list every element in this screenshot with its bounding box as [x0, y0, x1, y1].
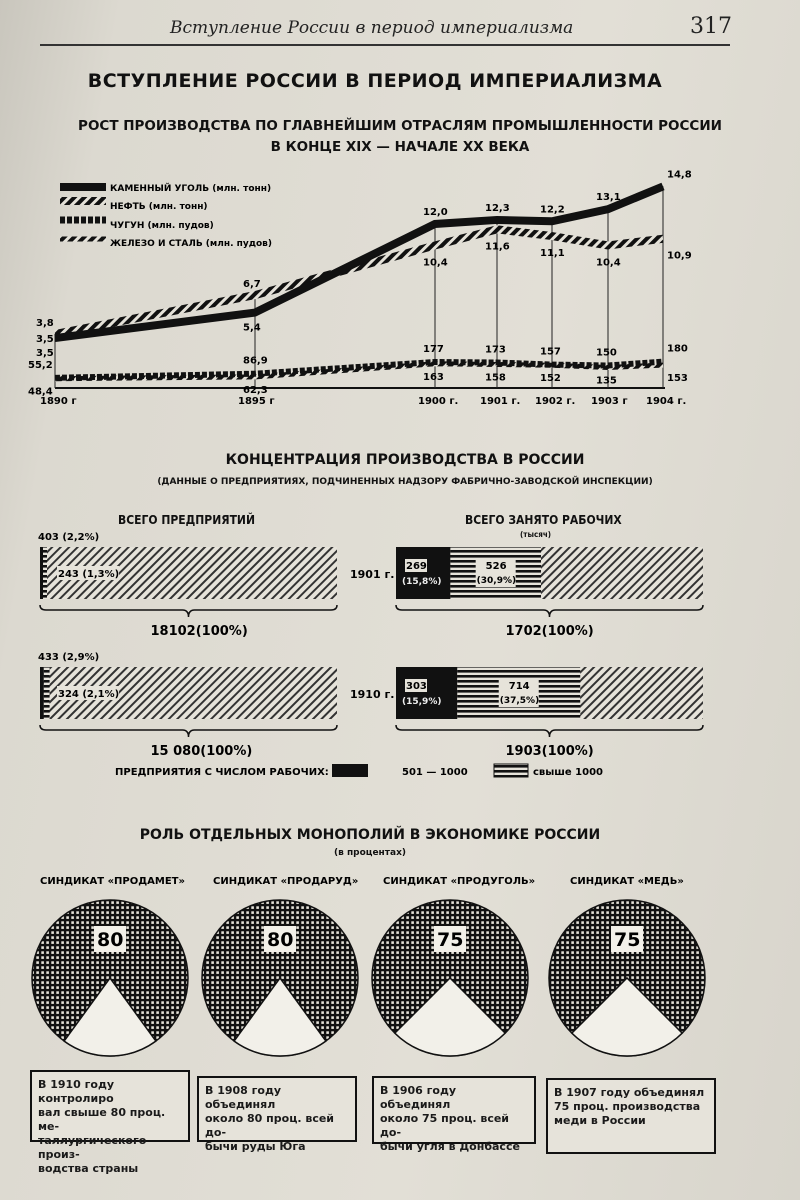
pie-note-line: меди в России: [554, 1114, 646, 1127]
data-label-oil: 10,4: [423, 257, 448, 269]
data-label-oil: 11,1: [540, 248, 565, 260]
monopolies-subtitle: (в процентах): [334, 848, 406, 858]
enterprise-label-1000: 324 (2,1%): [58, 689, 120, 700]
x-tick-label: 1895 г: [238, 396, 275, 407]
pie-note-box: [197, 1076, 357, 1153]
workers-heading: ВСЕГО ЗАНЯТО РАБОЧИХ: [465, 513, 622, 527]
workers-pct-501: (15,8%): [402, 577, 442, 587]
data-label-steel: 153: [667, 373, 688, 385]
pie-note-box: [546, 1078, 716, 1154]
enterprise-total-label: 18102(100%): [150, 624, 248, 639]
monopolies-title: РОЛЬ ОТДЕЛЬНЫХ МОНОПОЛИЙ В ЭКОНОМИКЕ РОССИИ: [139, 827, 601, 843]
workers-label-1000: 714: [508, 681, 530, 692]
row-year-label: 1910 г.: [350, 688, 395, 701]
bar-legend-swatch-1000: [494, 764, 528, 777]
main-title: ВСТУПЛЕНИЕ РОССИИ В ПЕРИОД ИМПЕРИАЛИЗМА: [87, 70, 663, 92]
data-label-iron: 173: [485, 344, 506, 356]
total-brace: [396, 725, 703, 737]
pie-note-line: водства страны: [38, 1162, 139, 1175]
enterprise-bar-over-1000: [44, 667, 50, 719]
workers-bar-501-1000: [396, 667, 457, 719]
x-tick-label: 1902 г.: [535, 396, 576, 407]
concentration-chart: [0, 530, 800, 790]
enterprises-heading: ВСЕГО ПРЕДПРИЯТИЙ: [118, 513, 256, 527]
pie-value-label: 80: [97, 929, 124, 951]
data-label-oil: 6,7: [243, 279, 261, 291]
line-chart-subtitle: В КОНЦЕ XIX — НАЧАЛЕ XX ВЕКА: [270, 139, 530, 155]
workers-total-label: 1702(100%): [505, 624, 594, 639]
concentration-subtitle: (ДАННЫЕ О ПРЕДПРИЯТИЯХ, ПОДЧИНЕННЫХ НАДЗОРУ ФАБРИЧНО-ЗАВОДСКОЙ ИНСПЕКЦИИ): [157, 477, 653, 487]
pie-note-line: В 1907 году объединял: [554, 1086, 705, 1099]
pie-title: СИНДИКАТ «ПРОДАМЕТ»: [40, 876, 185, 887]
data-label-iron: 55,2: [28, 359, 53, 371]
pie-note-line: вал свыше 80 проц. ме-: [38, 1106, 166, 1133]
enterprise-label-1000: 243 (1,3%): [58, 569, 120, 580]
bar-legend-swatch-501: [332, 764, 368, 777]
page-number: 317: [690, 14, 732, 39]
pie-note-box: [372, 1076, 536, 1153]
pie-value-label: 75: [437, 929, 464, 951]
data-label-oil: 10,9: [667, 250, 692, 262]
running-head: [0, 14, 800, 44]
pie-value-label: 80: [267, 929, 294, 951]
line-chart-title: РОСТ ПРОИЗВОДСТВА ПО ГЛАВНЕЙШИМ ОТРАСЛЯМ ПРОМЫШЛЕННОСТИ РОССИИ: [78, 118, 722, 134]
workers-pct-1000: (37,5%): [499, 696, 540, 706]
total-brace: [40, 605, 337, 617]
enterprise-label-501: 433 (2,9%): [38, 652, 100, 663]
legend-label-iron: ЧУГУН (млн. пудов): [110, 221, 214, 231]
workers-total-label: 1903(100%): [505, 744, 594, 759]
data-label-iron: 150: [596, 347, 617, 359]
pie-note-line: около 80 проц. всей до-: [205, 1112, 335, 1139]
data-label-coal: 14,8: [667, 169, 692, 181]
pie-title: СИНДИКАТ «МЕДЬ»: [570, 876, 684, 887]
pie-title: СИНДИКАТ «ПРОДАРУД»: [213, 876, 359, 887]
data-label-coal: 12,2: [540, 204, 565, 216]
enterprise-bar-501-1000: [40, 667, 44, 719]
x-tick-label: 1904 г.: [646, 396, 687, 407]
concentration-title: КОНЦЕНТРАЦИЯ ПРОИЗВОДСТВА В РОССИИ: [225, 452, 585, 468]
x-tick-label: 1890 г: [40, 396, 77, 407]
bar-legend-label-501: 501 — 1000: [402, 767, 468, 778]
x-tick-label: 1901 г.: [480, 396, 521, 407]
x-tick-label: 1900 г.: [418, 396, 459, 407]
total-brace: [40, 725, 337, 737]
data-label-iron: 177: [423, 343, 444, 355]
line-chart: [0, 160, 800, 420]
enterprise-total-label: 15 080(100%): [150, 744, 253, 759]
data-label-steel: 62,3: [243, 384, 268, 396]
data-label-coal: 3,5: [36, 348, 54, 360]
pie-note-line: В 1908 году объединял: [205, 1084, 282, 1111]
data-label-oil: 3,8: [36, 318, 54, 330]
data-label-coal: 5,4: [243, 322, 261, 334]
pie-value-label: 75: [614, 929, 641, 951]
pie-note-line: В 1910 году контролиро: [38, 1078, 115, 1105]
workers-bar-501-1000: [396, 547, 450, 599]
header-rule: [40, 44, 730, 46]
data-label-iron: 180: [667, 343, 688, 355]
row-year-label: 1901 г.: [350, 568, 395, 581]
workers-label-501: 269: [406, 561, 427, 572]
running-head-title: Вступление России в период империализма: [170, 18, 574, 38]
data-label-oil: 10,4: [596, 257, 621, 269]
legend-label-steel: ЖЕЛЕЗО И СТАЛЬ (млн. пудов): [110, 239, 272, 249]
data-label-oil: 11,6: [485, 241, 510, 253]
bar-legend-prefix: ПРЕДПРИЯТИЯ С ЧИСЛОМ РАБОЧИХ:: [115, 767, 329, 778]
data-label-coal: 3,5: [36, 334, 54, 346]
data-label-steel: 48,4: [28, 386, 53, 398]
data-label-steel: 158: [485, 372, 506, 384]
enterprise-bar-501-1000: [40, 547, 43, 599]
pie-note-line: таллургического произ-: [38, 1134, 147, 1161]
data-label-steel: 163: [423, 371, 444, 383]
workers-label-501: 303: [406, 681, 427, 692]
workers-pct-501: (15,9%): [402, 697, 442, 707]
data-label-steel: 135: [596, 375, 617, 387]
data-label-coal: 13,1: [596, 192, 621, 204]
pie-title: СИНДИКАТ «ПРОДУГОЛЬ»: [383, 876, 536, 887]
data-label-coal: 12,3: [485, 202, 510, 214]
pie-note-box: [30, 1070, 190, 1175]
bar-legend-label-1000: свыше 1000: [533, 767, 604, 778]
x-tick-label: 1903 г: [591, 396, 628, 407]
data-label-iron: 157: [540, 346, 561, 358]
pie-note-line: 75 проц. производства: [554, 1100, 701, 1113]
legend-label-coal: КАМЕННЫЙ УГОЛЬ (млн. тонн): [110, 184, 272, 194]
data-label-steel: 152: [540, 373, 561, 385]
enterprise-bar-over-1000: [43, 547, 47, 599]
data-label-coal: 12,0: [423, 206, 448, 218]
enterprise-label-501: 403 (2,2%): [38, 532, 100, 543]
workers-pct-1000: (30,9%): [476, 576, 517, 586]
pie-note-line: около 75 проц. всей до-: [380, 1112, 510, 1139]
pie-note-line: В 1906 году объединял: [380, 1084, 457, 1111]
legend-label-oil: НЕФТЬ (млн. тонн): [110, 202, 208, 212]
pie-charts: [0, 860, 800, 1070]
data-label-iron: 86,9: [243, 355, 268, 367]
pie-note-line: бычи угля в Донбассе: [380, 1140, 520, 1153]
workers-unit: (тысяч): [520, 530, 552, 539]
workers-label-1000: 526: [485, 561, 507, 572]
legend-swatch-coal: [60, 183, 106, 191]
total-brace: [396, 605, 703, 617]
pie-note-line: бычи руды Юга: [205, 1140, 306, 1153]
